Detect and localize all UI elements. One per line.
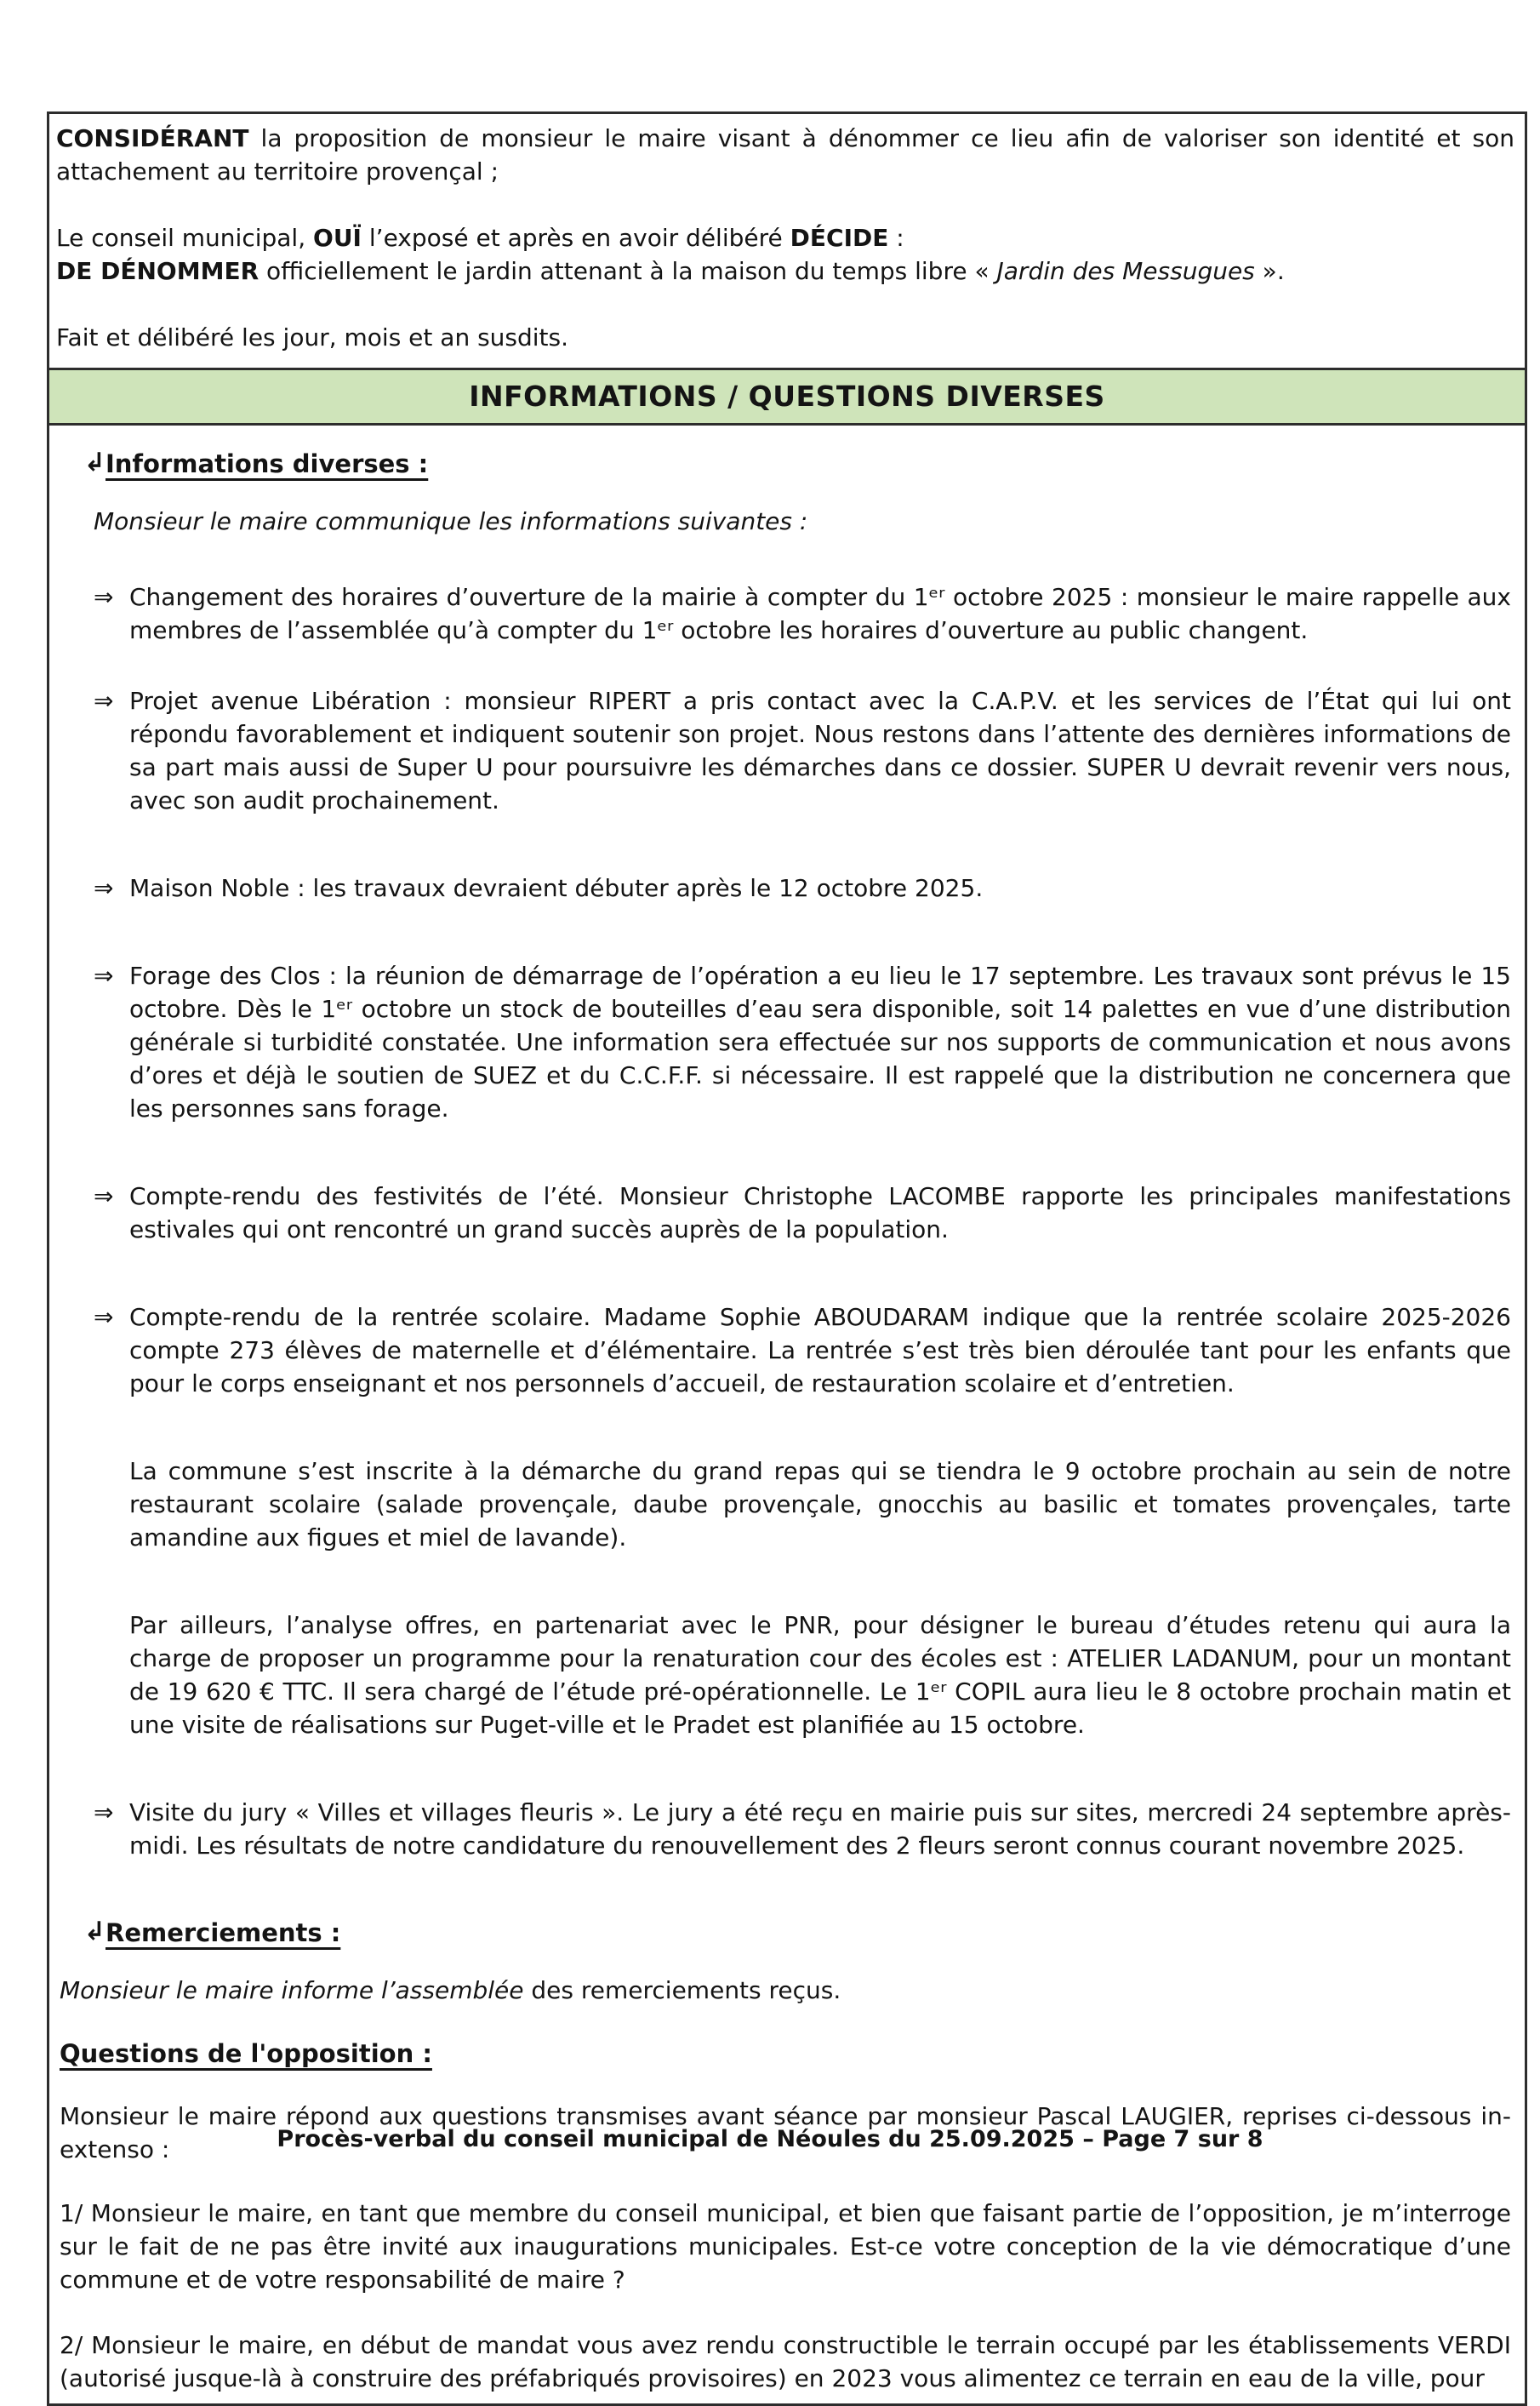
jardin-name: Jardin des Messugues (996, 257, 1255, 285)
atelier-ladanum-paragraph: Par ailleurs, l’analyse offres, en partenariat avec le PNR, pour désigner le bureau d’études retenu qui aura la charge de proposer un programme pour la renaturation cour des écoles est : ATELIER LADANUM, pour un montant de 19 620 € TTC. Il sera chargé de l’étude pré-opérationnelle. Le 1ᵉʳ COPIL aura lieu le 8 octobre prochain matin et une visite de réalisations sur Puget-ville et le Pradet est planifiée au 15 octobre. (129, 1611, 1511, 1739)
deliberation-section (49, 114, 1525, 368)
considerant-keyword: CONSIDÉRANT (56, 124, 249, 152)
list-item-horaires (94, 580, 1513, 647)
list-item-text: Maison Noble : les travaux devraient débuter après le 12 octobre 2025. (129, 874, 984, 902)
spacer (56, 1592, 1513, 1609)
footer-total-pages: 8 (1246, 2126, 1263, 2152)
list-item-text: Compte-rendu des festivités de l’été. Monsieur Christophe LACOMBE rapporte les principales manifestations estivales qui ont rencontré un grand succès auprès de la population. (129, 1182, 1511, 1243)
decide-keyword: DÉCIDE (790, 224, 889, 252)
list-item-liberation (94, 684, 1513, 817)
spacer (56, 1900, 1513, 1917)
questions-opposition-heading: Questions de l'opposition : (60, 2039, 432, 2068)
list-item-festivites (94, 1180, 1513, 1246)
conseil-text-2: l’exposé et après en avoir délibéré (361, 224, 790, 252)
remerciements-rest: des remerciements reçus. (523, 1976, 841, 2004)
list-item-maison-noble (94, 872, 1513, 905)
list-item-text: Projet avenue Libération : monsieur RIPERT a pris contact avec la C.A.P.V. et les services de l’État qui lui ont répondu favorablement et indiquent soutenir son projet. Nous restons dans l’attente des dernières informations de sa part mais aussi de Super U pour poursuivre les démarches dans ce dossier. SUPER U devrait revenir vers nous, avec son audit prochainement. (129, 687, 1511, 814)
footer-separator: sur (1189, 2126, 1247, 2152)
spacer (56, 942, 1513, 959)
curved-arrow-icon: ↳ (83, 448, 106, 477)
opposition-question-1: 1/ Monsieur le maire, en tant que membre du conseil municipal, et bien que faisant partie de l’opposition, je m’interroge sur le fait de ne pas être invité aux inaugurations municipales. Est-ce votre conception de la vie démocratique d’une commune et de votre responsabilité de maire ? (60, 2199, 1511, 2294)
informations-section (49, 426, 1525, 2403)
denommer-end: ». (1254, 257, 1285, 285)
list-item-text: Compte-rendu de la rentrée scolaire. Madame Sophie ABOUDARAM indique que la rentrée scolaire 2025-2026 compte 273 élèves de maternelle et d’élémentaire. La rentrée s’est très bien déroulée tant pour les enfants que pour le corps enseignant et nos personnels d’accueil, de restauration scolaire et d’entretien. (129, 1303, 1511, 1397)
spacer (56, 1163, 1513, 1180)
conseil-text-1: Le conseil municipal, (56, 224, 314, 252)
considerant-paragraph (56, 122, 1514, 188)
minutes-table (47, 111, 1527, 2406)
banner-title: INFORMATIONS / QUESTIONS DIVERSES (469, 380, 1105, 413)
opposition-intro: Monsieur le maire répond aux questions transmises avant séance par monsieur Pascal LAUGIER, reprises ci-dessous in-extenso : (60, 2102, 1511, 2163)
list-item-text: Visite du jury « Villes et villages fleuris ». Le jury a été reçu en mairie puis sur sites, mercredi 24 septembre après-midi. Les résultats de notre candidature du renouvellement des 2 fleurs seront connus courant novembre 2025. (129, 1798, 1511, 1860)
list-item-text: Changement des horaires d’ouverture de la mairie à compter du 1ᵉʳ octobre 2025 : monsieur le maire rappelle aux membres de l’assemblée qu’à compter du 1ᵉʳ octobre les horaires d’ouverture au public changent. (129, 583, 1511, 644)
conseil-decide-line (56, 221, 1514, 254)
remerciements-italic: Monsieur le maire informe l’assemblée (60, 1976, 524, 2004)
double-arrow-bullet-icon: ⇒ (94, 1303, 114, 1331)
denommer-line (56, 254, 1514, 288)
double-arrow-bullet-icon: ⇒ (94, 1798, 114, 1826)
remerciements-body (60, 1974, 1511, 2007)
spacer (56, 854, 1513, 872)
page-footer (0, 2126, 1540, 2152)
list-item-text: Forage des Clos : la réunion de démarrage de l’opération a eu lieu le 17 septembre. Les travaux sont prévus le 15 octobre. Dès le 1ᵉʳ octobre un stock de bouteilles d’eau sera disponible, soit 14 palettes en vue d’une distribution générale si turbidité constatée. Une information sera effectuée sur nos supports de communication et nous avons d’ores et déjà le soutien de SUEZ et du C.C.F.F. si nécessaire. Il est rappelé que la distribution ne concernera que les personnes sans forage. (129, 962, 1511, 1123)
list-item-forage (94, 959, 1513, 1125)
curved-arrow-icon: ↳ (83, 1917, 106, 1946)
section-banner (49, 368, 1525, 426)
remerciements-heading (68, 1917, 1513, 1950)
spacer (56, 1437, 1513, 1454)
denommer-text: officiellement le jardin attenant à la maison du temps libre « (259, 257, 997, 285)
spacer (56, 563, 1513, 580)
footer-page-number: 7 (1173, 2126, 1190, 2152)
double-arrow-bullet-icon: ⇒ (94, 874, 114, 902)
denommer-keyword: DE DÉNOMMER (56, 257, 260, 285)
double-arrow-bullet-icon: ⇒ (94, 583, 114, 611)
double-arrow-bullet-icon: ⇒ (94, 962, 114, 990)
informations-diverses-heading (68, 448, 1513, 481)
opposition-question-2: 2/ Monsieur le maire, en début de mandat vous avez rendu constructible le terrain occupé par les établissements VERDI (autorisé jusque-là à construire des préfabriqués provisoires) en 2023 vous alimentez ce terrain en eau de la ville, pour (60, 2331, 1511, 2392)
spacer (56, 288, 1514, 321)
oui-keyword: OUÏ (313, 224, 362, 252)
considerant-text: la proposition de monsieur le maire visant à dénommer ce lieu afin de valoriser son identité et son attachement au territoire provençal ; (56, 124, 1514, 186)
double-arrow-bullet-icon: ⇒ (94, 687, 114, 715)
maire-intro-line: Monsieur le maire communique les informations suivantes : (94, 507, 808, 535)
grand-repas-paragraph: La commune s’est inscrite à la démarche du grand repas qui se tiendra le 9 octobre prochain au sein de notre restaurant scolaire (salade provençale, daube provençale, gnocchis au basilic et tomates provençales, tarte amandine aux figues et miel de lavande). (129, 1457, 1511, 1552)
conseil-text-3: : (888, 224, 904, 252)
spacer (56, 188, 1514, 221)
list-item-jury-fleuris (94, 1796, 1513, 1862)
fait-delibere-line: Fait et délibéré les jour, mois et an susdits. (56, 323, 569, 351)
heading-label: Remerciements : (106, 1918, 341, 1947)
list-item-rentree (94, 1300, 1513, 1400)
heading-label: Informations diverses : (106, 449, 429, 478)
spacer (56, 1779, 1513, 1796)
double-arrow-bullet-icon: ⇒ (94, 1182, 114, 1210)
footer-text: Procès-verbal du conseil municipal de Néoules du 25.09.2025 – Page (277, 2126, 1174, 2152)
spacer (56, 1283, 1513, 1300)
